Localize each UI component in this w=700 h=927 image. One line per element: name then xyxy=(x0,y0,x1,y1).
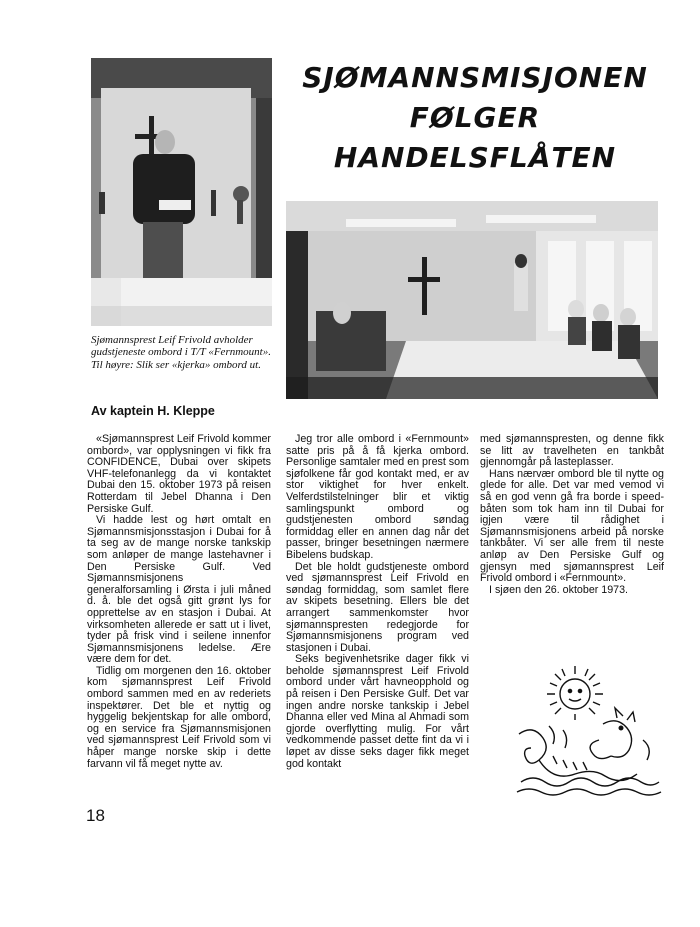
article-column-3 xyxy=(480,434,664,596)
photo-caption: Sjømannsprest Leif Frivold avholder gudstjeneste ombord i T/T «Fernmount». Til høyre: Slik ser «kjerka» ombord ut. xyxy=(91,334,271,371)
title-line-1: SJØMANNSMISJONEN xyxy=(302,61,648,94)
title-line-3: HANDELSFLÅTEN xyxy=(333,141,617,174)
paragraph: Seks begivenhetsrike dager fikk vi beholde sjømannsprest Leif Frivold ombord under vårt havneopphold og på reisen i Den Persiske Gulf. Det var ingen andre norske tankskip i Jebel Dhanna eller ved Mina al Ahmadi som gjorde overflytting mulig. For vårt vedkommende passet dette fint da vi i løpet av disse seks dager fikk meget god kontakt xyxy=(286,653,469,770)
byline: Av kaptein H. Kleppe xyxy=(91,404,215,418)
article-column-2 xyxy=(286,434,469,770)
paragraph: Jeg tror alle ombord i «Fernmount» satte pris på å få kjerka ombord. Personlige samtaler med en prest som sjøfolkene får god kontakt med, er av stor viktighet for hver enkelt. Velferdstilstelninger blir et viktig samlingspunkt ombord og gudstjenesten ombord søndag formiddag eller en annen dag når det passer, bringer besetningen nærmere Bibelens budskap. xyxy=(286,433,469,561)
page-number: 18 xyxy=(86,806,105,825)
paragraph: Tidlig om morgenen den 16. oktober kom sjømannsprest Leif Frivold ombord sammen med en av rederiets inspektører. Det ble et nyttig og hyggelig bekjentskap for alle ombord, og en service fra Sjømannsmisjonen ved sjømannsprest Leif Frivold som vi håper mange norske skip i dette farvann vil få meget nytte av. xyxy=(87,664,271,770)
ship-chapel-photo xyxy=(286,201,658,399)
paragraph: Det ble holdt gudstjeneste ombord ved sjømannsprest Leif Frivold en søndag formiddag, som samlet flere av skipets besetning. Ellers ble det arrangert sammenkomster hvor sjømannspresten redegjorde for Sjømannsmisjonens program ved stasjonen i Dubai. xyxy=(286,560,469,654)
article-column-1 xyxy=(87,434,271,770)
paragraph: Vi hadde lest og hørt omtalt en Sjømannsmisjonsstasjon i Dubai for å ta seg av de mange norske tankskip som anløper de mange lastehavner i Den Persiske Gulf. Ved Sjømannsmisjonens generalforsamling i Ørsta i juli måned d. å. ble det også gitt grønt lys for opprettelse av en stasjon i Dubai. At virksomheten allerede er satt ut i livet, tyder på frisk vind i seilene innenfor Sjømannsmisjonens ledelse. Ære være dem for det. xyxy=(87,514,271,666)
paragraph: Hans nærvær ombord ble til nytte og glede for alle. Det var med vemod vi så en god venn gå fra borde i speed-båten som tok ham inn til Dubai for igjen være til rådighet i Sjømannsmisjonens arbeid på norske tankbåter. Vi ser alle frem til neste anløp av Den Persiske Gulf og gjensyn med sjømannsprest Leif Frivold ombord i «Fernmount». xyxy=(480,467,664,585)
title-line-2: FØLGER xyxy=(409,101,541,134)
paragraph: «Sjømannsprest Leif Frivold kommer ombord», var opplysningen vi fikk fra CONFIDENCE, Dubai over skipets VHF-telefonanlegg da vi kontaktet Dubai den 15. oktober 1973 på reisen Rotterdam til Jebel Dhanna i Den Persiske Gulf. xyxy=(87,433,271,515)
article-title xyxy=(286,58,664,178)
priest-photo xyxy=(91,58,272,326)
sun-sea-serpent-illustration xyxy=(513,664,663,799)
paragraph: med sjømannspresten, og denne fikk se litt av travelheten en tankbåt gjennomgår på lasteplasser. xyxy=(480,433,664,469)
paragraph: I sjøen den 26. oktober 1973. xyxy=(489,583,629,596)
